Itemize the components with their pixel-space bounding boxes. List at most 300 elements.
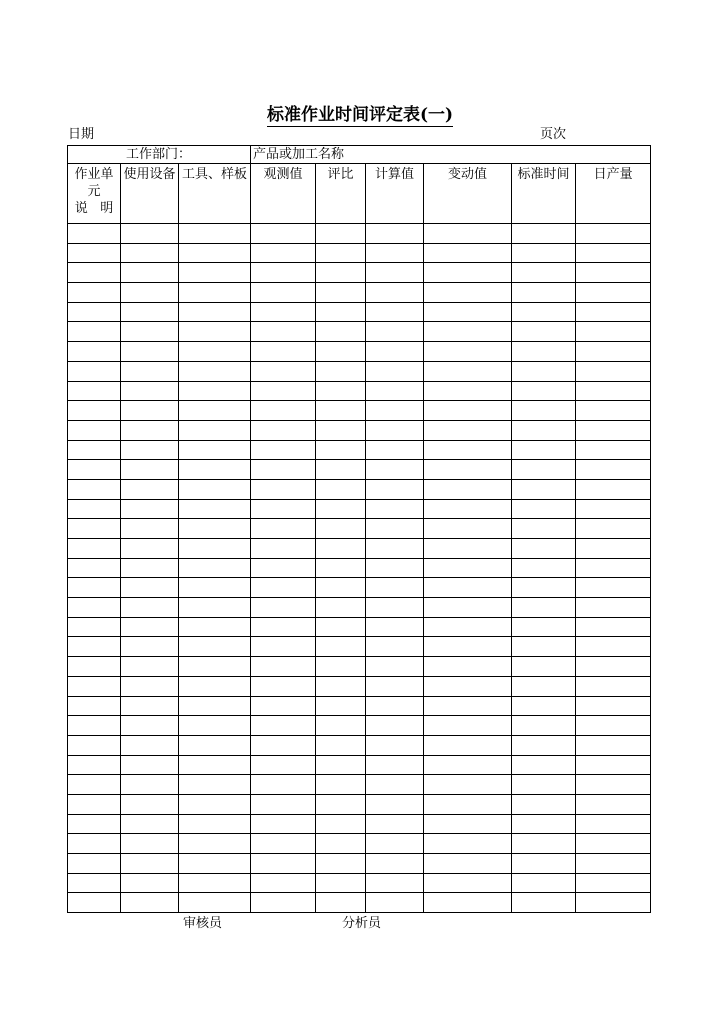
table-cell[interactable] [512,401,576,421]
table-cell[interactable] [366,519,424,539]
table-cell[interactable] [424,401,512,421]
table-cell[interactable] [316,676,366,696]
table-cell[interactable] [366,893,424,913]
table-cell[interactable] [576,479,651,499]
table-cell[interactable] [424,834,512,854]
table-cell[interactable] [251,558,316,578]
table-cell[interactable] [366,401,424,421]
table-cell[interactable] [366,617,424,637]
table-cell[interactable] [366,637,424,657]
table-cell[interactable] [251,794,316,814]
table-cell[interactable] [251,755,316,775]
table-cell[interactable] [576,578,651,598]
table-cell[interactable] [512,893,576,913]
table-cell[interactable] [121,735,179,755]
table-cell[interactable] [576,834,651,854]
table-cell[interactable] [179,696,251,716]
table-cell[interactable] [121,794,179,814]
table-cell[interactable] [424,617,512,637]
table-cell[interactable] [316,499,366,519]
table-cell[interactable] [512,696,576,716]
table-cell[interactable] [512,479,576,499]
table-cell[interactable] [576,617,651,637]
table-cell[interactable] [251,814,316,834]
table-cell[interactable] [121,755,179,775]
table-cell[interactable] [316,578,366,598]
table-cell[interactable] [179,893,251,913]
table-cell[interactable] [121,420,179,440]
table-cell[interactable] [424,814,512,834]
table-cell[interactable] [251,893,316,913]
table-cell[interactable] [366,676,424,696]
table-cell[interactable] [424,637,512,657]
table-cell[interactable] [121,539,179,559]
table-cell[interactable] [512,775,576,795]
table-cell[interactable] [121,558,179,578]
table-cell[interactable] [251,401,316,421]
table-cell[interactable] [316,539,366,559]
table-cell[interactable] [121,834,179,854]
table-cell[interactable] [68,637,121,657]
table-cell[interactable] [179,539,251,559]
table-cell[interactable] [179,617,251,637]
table-cell[interactable] [316,794,366,814]
table-cell[interactable] [366,558,424,578]
table-cell[interactable] [251,519,316,539]
table-cell[interactable] [316,696,366,716]
table-cell[interactable] [251,243,316,263]
table-cell[interactable] [251,224,316,244]
table-cell[interactable] [68,539,121,559]
table-cell[interactable] [366,598,424,618]
table-cell[interactable] [68,716,121,736]
table-cell[interactable] [424,893,512,913]
table-cell[interactable] [316,342,366,362]
table-cell[interactable] [179,716,251,736]
table-cell[interactable] [251,873,316,893]
table-cell[interactable] [251,302,316,322]
table-cell[interactable] [512,657,576,677]
table-cell[interactable] [424,716,512,736]
table-cell[interactable] [68,775,121,795]
table-cell[interactable] [366,322,424,342]
table-cell[interactable] [366,794,424,814]
table-cell[interactable] [68,854,121,874]
table-cell[interactable] [179,735,251,755]
table-cell[interactable] [251,775,316,795]
table-cell[interactable] [179,420,251,440]
table-cell[interactable] [68,814,121,834]
table-cell[interactable] [576,637,651,657]
table-cell[interactable] [576,283,651,303]
table-cell[interactable] [68,302,121,322]
table-cell[interactable] [576,342,651,362]
table-cell[interactable] [251,440,316,460]
table-cell[interactable] [251,637,316,657]
table-cell[interactable] [512,263,576,283]
table-cell[interactable] [424,558,512,578]
table-cell[interactable] [68,735,121,755]
table-cell[interactable] [576,224,651,244]
table-cell[interactable] [121,578,179,598]
table-cell[interactable] [251,460,316,480]
table-cell[interactable] [121,479,179,499]
table-cell[interactable] [251,322,316,342]
table-cell[interactable] [121,873,179,893]
table-cell[interactable] [576,716,651,736]
table-cell[interactable] [251,361,316,381]
table-cell[interactable] [316,814,366,834]
table-cell[interactable] [512,834,576,854]
table-cell[interactable] [179,755,251,775]
table-cell[interactable] [316,420,366,440]
table-cell[interactable] [316,834,366,854]
table-cell[interactable] [316,893,366,913]
table-cell[interactable] [576,539,651,559]
table-cell[interactable] [68,755,121,775]
table-cell[interactable] [316,479,366,499]
table-cell[interactable] [179,479,251,499]
table-cell[interactable] [512,381,576,401]
table-cell[interactable] [366,283,424,303]
table-cell[interactable] [121,716,179,736]
table-cell[interactable] [512,854,576,874]
table-cell[interactable] [179,873,251,893]
table-cell[interactable] [424,263,512,283]
table-cell[interactable] [424,460,512,480]
table-cell[interactable] [576,519,651,539]
table-cell[interactable] [316,381,366,401]
table-cell[interactable] [366,342,424,362]
table-cell[interactable] [316,460,366,480]
table-cell[interactable] [179,283,251,303]
table-cell[interactable] [316,283,366,303]
table-cell[interactable] [251,854,316,874]
table-cell[interactable] [512,302,576,322]
table-cell[interactable] [68,794,121,814]
table-cell[interactable] [251,283,316,303]
table-cell[interactable] [512,637,576,657]
table-cell[interactable] [316,243,366,263]
table-cell[interactable] [424,696,512,716]
table-cell[interactable] [251,696,316,716]
table-cell[interactable] [512,499,576,519]
table-cell[interactable] [251,499,316,519]
table-cell[interactable] [121,854,179,874]
table-cell[interactable] [512,539,576,559]
table-cell[interactable] [68,283,121,303]
table-cell[interactable] [424,873,512,893]
table-cell[interactable] [576,676,651,696]
table-cell[interactable] [121,519,179,539]
table-cell[interactable] [316,519,366,539]
table-cell[interactable] [512,873,576,893]
table-cell[interactable] [121,598,179,618]
table-cell[interactable] [316,775,366,795]
table-cell[interactable] [512,558,576,578]
table-cell[interactable] [424,302,512,322]
table-cell[interactable] [68,617,121,637]
table-cell[interactable] [251,263,316,283]
table-cell[interactable] [316,263,366,283]
table-cell[interactable] [512,243,576,263]
table-cell[interactable] [68,558,121,578]
table-cell[interactable] [366,834,424,854]
table-cell[interactable] [576,322,651,342]
table-cell[interactable] [121,283,179,303]
table-cell[interactable] [424,440,512,460]
table-cell[interactable] [366,243,424,263]
table-cell[interactable] [366,854,424,874]
table-cell[interactable] [68,243,121,263]
table-cell[interactable] [251,539,316,559]
table-cell[interactable] [179,558,251,578]
table-cell[interactable] [68,224,121,244]
table-cell[interactable] [512,519,576,539]
table-cell[interactable] [366,716,424,736]
table-cell[interactable] [512,716,576,736]
table-cell[interactable] [424,283,512,303]
table-cell[interactable] [179,657,251,677]
table-cell[interactable] [366,539,424,559]
table-cell[interactable] [424,420,512,440]
table-cell[interactable] [121,814,179,834]
table-cell[interactable] [251,834,316,854]
table-cell[interactable] [424,735,512,755]
table-cell[interactable] [366,420,424,440]
table-cell[interactable] [316,657,366,677]
table-cell[interactable] [251,735,316,755]
table-cell[interactable] [316,361,366,381]
table-cell[interactable] [121,440,179,460]
table-cell[interactable] [179,263,251,283]
table-cell[interactable] [316,401,366,421]
table-cell[interactable] [121,263,179,283]
table-cell[interactable] [512,735,576,755]
table-cell[interactable] [121,224,179,244]
table-cell[interactable] [121,676,179,696]
table-cell[interactable] [366,479,424,499]
table-cell[interactable] [424,578,512,598]
table-cell[interactable] [68,420,121,440]
table-cell[interactable] [121,381,179,401]
table-cell[interactable] [68,834,121,854]
table-cell[interactable] [179,676,251,696]
table-cell[interactable] [576,401,651,421]
table-cell[interactable] [179,637,251,657]
table-cell[interactable] [424,243,512,263]
table-cell[interactable] [316,598,366,618]
table-cell[interactable] [68,578,121,598]
table-cell[interactable] [424,479,512,499]
table-cell[interactable] [316,854,366,874]
table-cell[interactable] [512,598,576,618]
table-cell[interactable] [366,735,424,755]
table-cell[interactable] [179,381,251,401]
table-cell[interactable] [316,440,366,460]
table-cell[interactable] [512,814,576,834]
table-cell[interactable] [179,361,251,381]
table-cell[interactable] [121,401,179,421]
table-cell[interactable] [512,755,576,775]
table-cell[interactable] [68,479,121,499]
table-cell[interactable] [179,342,251,362]
table-cell[interactable] [68,263,121,283]
table-cell[interactable] [179,322,251,342]
table-cell[interactable] [179,302,251,322]
table-cell[interactable] [179,519,251,539]
table-cell[interactable] [68,401,121,421]
table-cell[interactable] [68,322,121,342]
table-cell[interactable] [68,676,121,696]
table-cell[interactable] [366,263,424,283]
table-cell[interactable] [576,696,651,716]
table-cell[interactable] [366,755,424,775]
table-cell[interactable] [179,578,251,598]
table-cell[interactable] [121,342,179,362]
table-cell[interactable] [68,519,121,539]
table-cell[interactable] [576,302,651,322]
table-cell[interactable] [316,617,366,637]
table-cell[interactable] [366,381,424,401]
table-cell[interactable] [251,598,316,618]
table-cell[interactable] [68,873,121,893]
table-cell[interactable] [576,440,651,460]
table-cell[interactable] [251,420,316,440]
table-cell[interactable] [424,499,512,519]
table-cell[interactable] [424,381,512,401]
table-cell[interactable] [576,755,651,775]
table-cell[interactable] [366,657,424,677]
table-cell[interactable] [576,873,651,893]
table-cell[interactable] [424,224,512,244]
table-cell[interactable] [424,755,512,775]
table-cell[interactable] [251,657,316,677]
table-cell[interactable] [121,460,179,480]
table-cell[interactable] [251,676,316,696]
table-cell[interactable] [576,263,651,283]
table-cell[interactable] [121,657,179,677]
table-cell[interactable] [121,302,179,322]
table-cell[interactable] [121,617,179,637]
table-cell[interactable] [366,775,424,795]
table-cell[interactable] [366,302,424,322]
table-cell[interactable] [576,657,651,677]
table-cell[interactable] [68,460,121,480]
table-cell[interactable] [121,499,179,519]
table-cell[interactable] [316,322,366,342]
table-cell[interactable] [366,578,424,598]
table-cell[interactable] [576,460,651,480]
table-cell[interactable] [512,578,576,598]
table-cell[interactable] [68,696,121,716]
table-cell[interactable] [512,283,576,303]
table-cell[interactable] [68,499,121,519]
table-cell[interactable] [179,794,251,814]
table-cell[interactable] [366,361,424,381]
table-cell[interactable] [512,224,576,244]
table-cell[interactable] [68,342,121,362]
table-cell[interactable] [251,617,316,637]
table-cell[interactable] [179,460,251,480]
table-cell[interactable] [512,361,576,381]
table-cell[interactable] [366,499,424,519]
table-cell[interactable] [68,893,121,913]
table-cell[interactable] [366,224,424,244]
table-cell[interactable] [576,854,651,874]
table-cell[interactable] [512,617,576,637]
table-cell[interactable] [424,342,512,362]
table-cell[interactable] [251,578,316,598]
table-cell[interactable] [576,893,651,913]
table-cell[interactable] [68,381,121,401]
table-cell[interactable] [424,794,512,814]
table-cell[interactable] [179,598,251,618]
table-cell[interactable] [366,814,424,834]
table-cell[interactable] [251,342,316,362]
table-cell[interactable] [424,519,512,539]
table-cell[interactable] [424,539,512,559]
table-cell[interactable] [121,893,179,913]
table-cell[interactable] [68,361,121,381]
table-cell[interactable] [316,755,366,775]
table-cell[interactable] [512,440,576,460]
table-cell[interactable] [179,814,251,834]
table-cell[interactable] [179,834,251,854]
table-cell[interactable] [68,598,121,618]
table-cell[interactable] [576,775,651,795]
table-cell[interactable] [121,696,179,716]
table-cell[interactable] [316,735,366,755]
table-cell[interactable] [251,479,316,499]
table-cell[interactable] [179,854,251,874]
table-cell[interactable] [576,735,651,755]
table-cell[interactable] [366,696,424,716]
table-cell[interactable] [179,499,251,519]
table-cell[interactable] [576,558,651,578]
table-cell[interactable] [121,637,179,657]
table-cell[interactable] [576,794,651,814]
table-cell[interactable] [179,224,251,244]
table-cell[interactable] [576,499,651,519]
table-cell[interactable] [424,361,512,381]
table-cell[interactable] [316,558,366,578]
table-cell[interactable] [424,854,512,874]
table-cell[interactable] [316,716,366,736]
table-cell[interactable] [179,401,251,421]
table-cell[interactable] [512,342,576,362]
table-cell[interactable] [179,775,251,795]
table-cell[interactable] [121,361,179,381]
table-cell[interactable] [424,775,512,795]
table-cell[interactable] [121,775,179,795]
table-cell[interactable] [68,440,121,460]
table-cell[interactable] [366,440,424,460]
table-cell[interactable] [121,322,179,342]
table-cell[interactable] [576,814,651,834]
table-cell[interactable] [251,381,316,401]
table-cell[interactable] [366,873,424,893]
table-cell[interactable] [576,420,651,440]
table-cell[interactable] [576,598,651,618]
table-cell[interactable] [512,676,576,696]
table-cell[interactable] [316,873,366,893]
table-cell[interactable] [576,381,651,401]
table-cell[interactable] [576,361,651,381]
table-cell[interactable] [424,322,512,342]
table-cell[interactable] [179,243,251,263]
table-cell[interactable] [576,243,651,263]
